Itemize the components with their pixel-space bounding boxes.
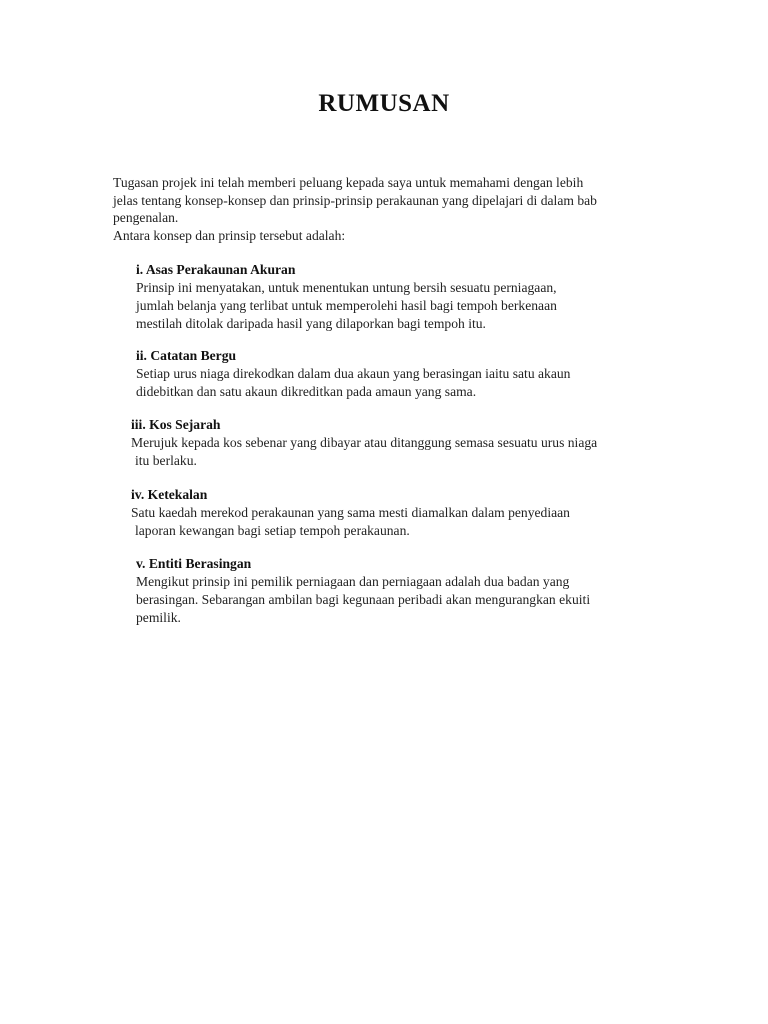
section-line: pemilik. bbox=[136, 610, 181, 625]
section-body bbox=[136, 573, 696, 627]
section-line: mestilah ditolak daripada hasil yang dilaporkan bagi tempoh itu. bbox=[136, 316, 486, 331]
intro-line: jelas tentang konsep-konsep dan prinsip-prinsip perakaunan yang dipelajari di dalam bab bbox=[113, 192, 597, 208]
section-body bbox=[136, 279, 696, 333]
section-catatan-bergu bbox=[136, 347, 696, 401]
section-ketekalan bbox=[131, 486, 691, 540]
section-heading: iv. Ketekalan bbox=[131, 487, 208, 502]
section-line: didebitkan dan satu akaun dikreditkan pada amaun yang sama. bbox=[136, 384, 477, 399]
intro-line: Tugasan projek ini telah memberi peluang kepada saya untuk memahami dengan lebih bbox=[113, 175, 584, 190]
section-heading: iii. Kos Sejarah bbox=[131, 417, 221, 432]
section-body bbox=[136, 365, 696, 401]
section-body bbox=[131, 434, 691, 470]
section-line: berasingan. Sebarangan ambilan bagi kegunaan peribadi akan mengurangkan ekuiti bbox=[136, 592, 591, 607]
section-line: Merujuk kepada kos sebenar yang dibayar atau ditanggung semasa sesuatu urus niaga bbox=[131, 435, 598, 450]
section-entiti-berasingan bbox=[136, 555, 696, 627]
intro-paragraph bbox=[113, 174, 673, 244]
intro-line: pengenalan. bbox=[113, 210, 179, 225]
section-heading: ii. Catatan Bergu bbox=[136, 348, 237, 363]
section-line: itu berlaku. bbox=[135, 453, 197, 468]
section-line: jumlah belanja yang terlibat untuk memperolehi hasil bagi tempoh berkenaan bbox=[136, 298, 557, 313]
section-heading: i. Asas Perakaunan Akuran bbox=[136, 262, 296, 277]
page-title: RUMUSAN bbox=[318, 90, 450, 117]
section-line: Prinsip ini menyatakan, untuk menentukan untung bersih sesuatu perniagaan, bbox=[136, 280, 557, 295]
section-line: Satu kaedah merekod perakaunan yang sama mesti diamalkan dalam penyediaan bbox=[131, 505, 570, 520]
section-kos-sejarah bbox=[131, 416, 691, 470]
section-line: Setiap urus niaga direkodkan dalam dua akaun yang berasingan iaitu satu akaun bbox=[136, 366, 571, 381]
section-asas-perakaunan-akuran bbox=[136, 261, 696, 333]
section-line: laporan kewangan bagi setiap tempoh perakaunan. bbox=[135, 523, 410, 538]
section-heading: v. Entiti Berasingan bbox=[136, 556, 252, 571]
intro-line: Antara konsep dan prinsip tersebut adalah: bbox=[113, 227, 346, 243]
section-body bbox=[131, 504, 691, 540]
section-line: Mengikut prinsip ini pemilik perniagaan dan perniagaan adalah dua badan yang bbox=[136, 574, 570, 589]
